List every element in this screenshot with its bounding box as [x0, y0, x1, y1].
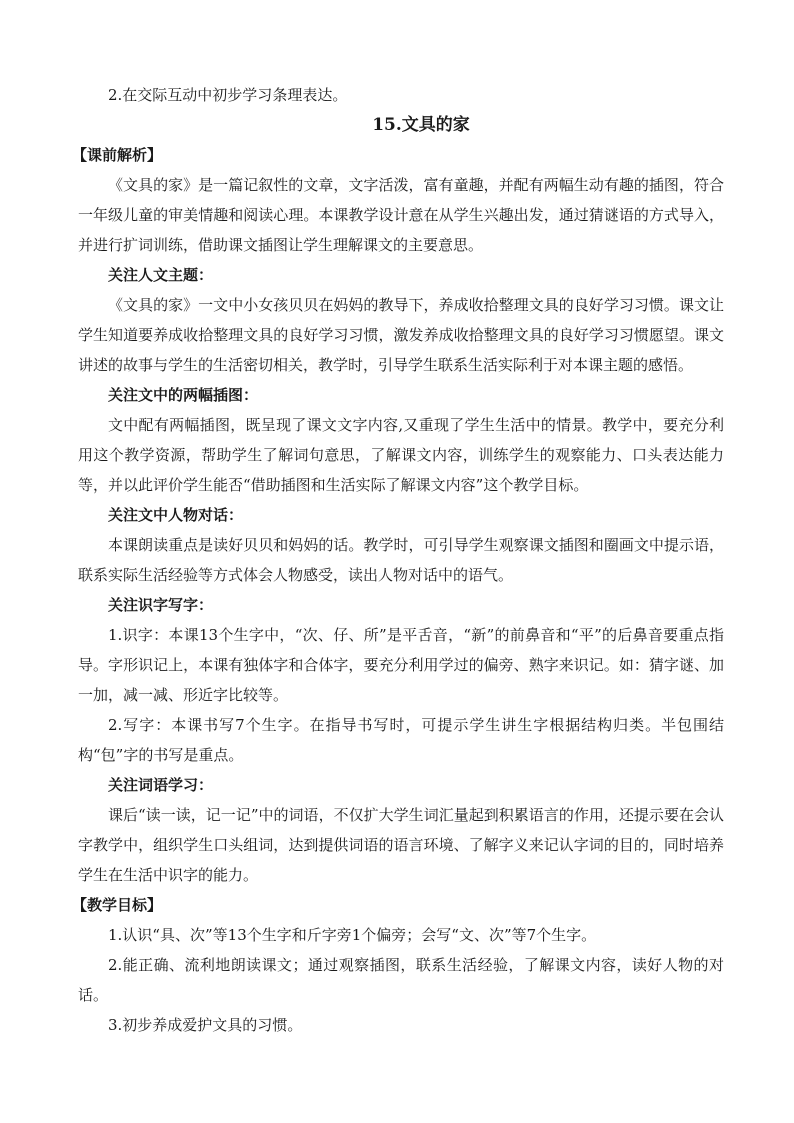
intro-item: 2.在交际互动中初步学习条理表达。 [108, 86, 348, 104]
subheading-literacy-writing: 关注识字写字： [108, 596, 214, 614]
objective-item: 2.能正确、流利地朗读课文；通过观察插图，联系生活经验，了解课文内容，读好人物的对话。 [78, 956, 724, 1004]
subheading-illustrations: 关注文中的两幅插图： [108, 386, 259, 404]
section-heading-preanalysis: 【课前解析】 [72, 146, 163, 164]
paragraph: 1.识字：本课13个生字中，“次、仔、所”是平舌音，“新”的前鼻音和“平”的后鼻音要重点指导。字形识记上，本课有独体字和合体字，要充分利用学过的偏旁、熟字来识记。如：猜字谜、加一加，减一减、形近字比较等。 [78, 626, 724, 704]
paragraph: 2.写字：本课书写7个生字。在指导书写时，可提示学生讲生字根据结构归类。半包围结构“包”字的书写是重点。 [78, 716, 724, 764]
objective-item: 1.认识“具、次”等13个生字和斤字旁1个偏旁；会写“文、次”等7个生字。 [108, 926, 597, 944]
document-page [72, 80, 724, 1040]
paragraph: 本课朗读重点是读好贝贝和妈妈的话。教学时，可引导学生观察课文插图和圈画文中提示语，联系实际生活经验等方式体会人物感受，读出人物对话中的语气。 [78, 536, 724, 584]
objective-item: 3.初步养成爱护文具的习惯。 [108, 1016, 303, 1034]
section-heading-objectives: 【教学目标】 [72, 896, 163, 914]
paragraph: 课后“读一读，记一记”中的词语，不仅扩大学生词汇量起到积累语言的作用，还提示要在会认字教学中，组织学生口头组词，达到提供词语的语言环境、了解字义来记认字词的目的，同时培养学生在生活中识字的能力。 [78, 806, 724, 884]
paragraph: 《文具的家》是一篇记叙性的文章，文字活泼，富有童趣，并配有两幅生动有趣的插图，符合一年级儿童的审美情趣和阅读心理。本课教学设计意在从学生兴趣出发，通过猜谜语的方式导入，并进行扩词训练，借助课文插图让学生理解课文的主要意思。 [78, 176, 724, 254]
paragraph: 《文具的家》一文中小女孩贝贝在妈妈的教导下，养成收拾整理文具的良好学习习惯。课文让学生知道要养成收拾整理文具的良好学习习惯，激发养成收拾整理文具的良好学习习惯愿望。课文讲述的故事与学生的生活密切相关，教学时，引导学生联系生活实际利于对本课主题的感悟。 [78, 296, 724, 374]
subheading-vocabulary: 关注词语学习： [108, 776, 214, 794]
subheading-humanistic-theme: 关注人文主题： [108, 266, 214, 284]
subheading-dialogue: 关注文中人物对话： [108, 506, 244, 524]
paragraph: 文中配有两幅插图，既呈现了课文文字内容,又重现了学生生活中的情景。教学中，要充分利用这个教学资源，帮助学生了解词句意思，了解课文内容，训练学生的观察能力、口头表达能力等，并以此评价学生能否“借助插图和生活实际了解课文内容”这个教学目标。 [78, 416, 724, 494]
lesson-title: 15.文具的家 [372, 115, 470, 135]
